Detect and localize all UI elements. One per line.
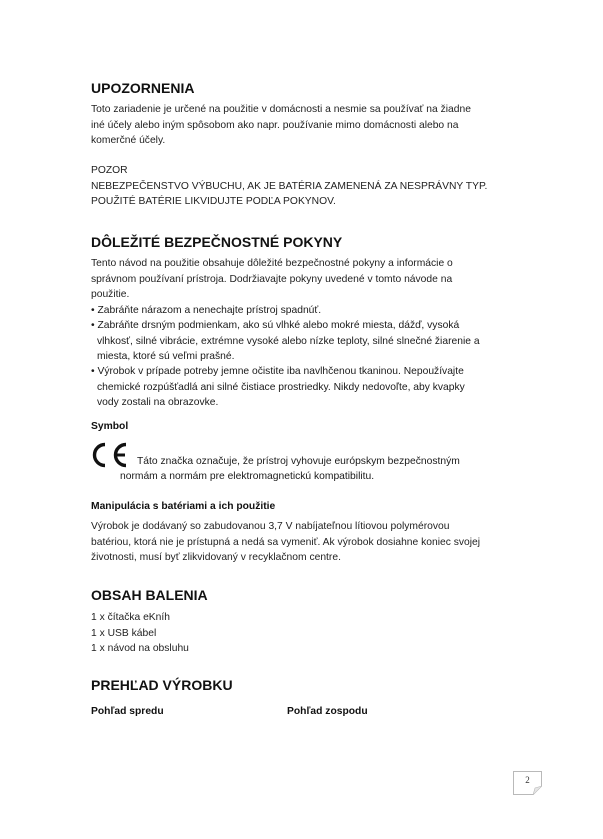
text-line: Výrobok je dodávaný so zabudovanou 3,7 V nabíjateľnou lítiovou polymérovou [91, 521, 450, 532]
page-number: 2 [525, 775, 530, 785]
text-line: komerčné účely. [91, 135, 166, 146]
text-line: POZOR [91, 165, 128, 176]
safety-bullet-2 [91, 318, 531, 365]
warnings-caution [91, 163, 521, 210]
text-line: životnosti, musí byť zlikvidovaný v recyklačnom centre. [91, 552, 341, 563]
contents-title: OBSAH BALENIA [91, 587, 208, 603]
ce-description-line: normám a normám pre elektromagnetickú kompatibilitu. [120, 471, 375, 482]
warnings-intro [91, 102, 521, 149]
list-item: 1 x návod na obsluhu [91, 643, 189, 654]
text-line: Tento návod na použitie obsahuje dôležité bezpečnostné pokyny a informácie o [91, 258, 453, 269]
ce-description-line: Táto značka označuje, že prístroj vyhovuje európskym bezpečnostným [137, 456, 460, 467]
symbol-heading: Symbol [91, 421, 129, 432]
list-item: 1 x čítačka eKníh [91, 612, 170, 623]
bullet-line: • Zabráňte nárazom a nenechajte prístroj spadnúť. [91, 305, 322, 316]
front-view-label: Pohľad spredu [91, 706, 164, 717]
safety-bullet-3 [91, 364, 531, 411]
ce-mark-icon [91, 441, 131, 469]
battery-text [91, 519, 521, 566]
safety-bullet-1 [91, 303, 531, 319]
text-line: správnom používaní prístroja. Dodržiavajte pokyny uvedené v tomto návode na [91, 273, 453, 285]
battery-heading: Manipulácia s batériami a ich použitie [91, 501, 276, 512]
bullet-line: • Zabráňte drsným podmienkam, ako sú vlhké alebo mokré miesta, dážď, vysoká [91, 320, 460, 331]
safety-intro [91, 256, 521, 303]
bullet-line: vlhkosť, silné vibrácie, extrémne vysoké alebo nízke teploty, silné slnečné žiarenie a [97, 335, 480, 347]
contents-list [91, 610, 521, 657]
overview-title: PREHĽAD VÝROBKU [91, 677, 233, 693]
safety-title: DÔLEŽITÉ BEZPEČNOSTNÉ POKYNY [91, 234, 343, 250]
page-number-box [513, 771, 542, 795]
text-line: batériou, ktorá nie je prístupná a nedá sa vymeniť. Ak výrobok dosiahne koniec svojej [91, 536, 481, 548]
text-line: iné účely alebo iným spôsobom ako napr. používanie mimo domácnosti alebo na [91, 119, 459, 131]
bullet-line: • Výrobok v prípade potreby jemne očistite iba navlhčenou tkaninou. Nepoužívajte [91, 366, 464, 377]
bullet-line: chemické rozpúšťadlá ani silné čistiace prostriedky. Nikdy nedovoľte, aby kvapky [97, 381, 465, 393]
text-line: NEBEZPEČENSTVO VÝBUCHU, AK JE BATÉRIA ZAMENENÁ ZA NESPRÁVNY TYP. [91, 180, 488, 192]
warnings-title: UPOZORNENIA [91, 80, 195, 96]
list-item: 1 x USB kábel [91, 627, 157, 639]
page-curl-icon [533, 786, 542, 795]
text-line: Toto zariadenie je určené na použitie v domácnosti a nesmie sa používať na žiadne [91, 104, 471, 115]
bullet-line: vody zostali na obrazovke. [97, 397, 219, 408]
text-line: použitie. [91, 289, 130, 300]
bullet-line: miesta, ktoré sú veľmi prašné. [97, 351, 235, 362]
text-line: POUŽITÉ BATÉRIE LIKVIDUJTE PODĽA POKYNOV. [91, 196, 336, 207]
bottom-view-label: Pohľad zospodu [287, 706, 368, 717]
